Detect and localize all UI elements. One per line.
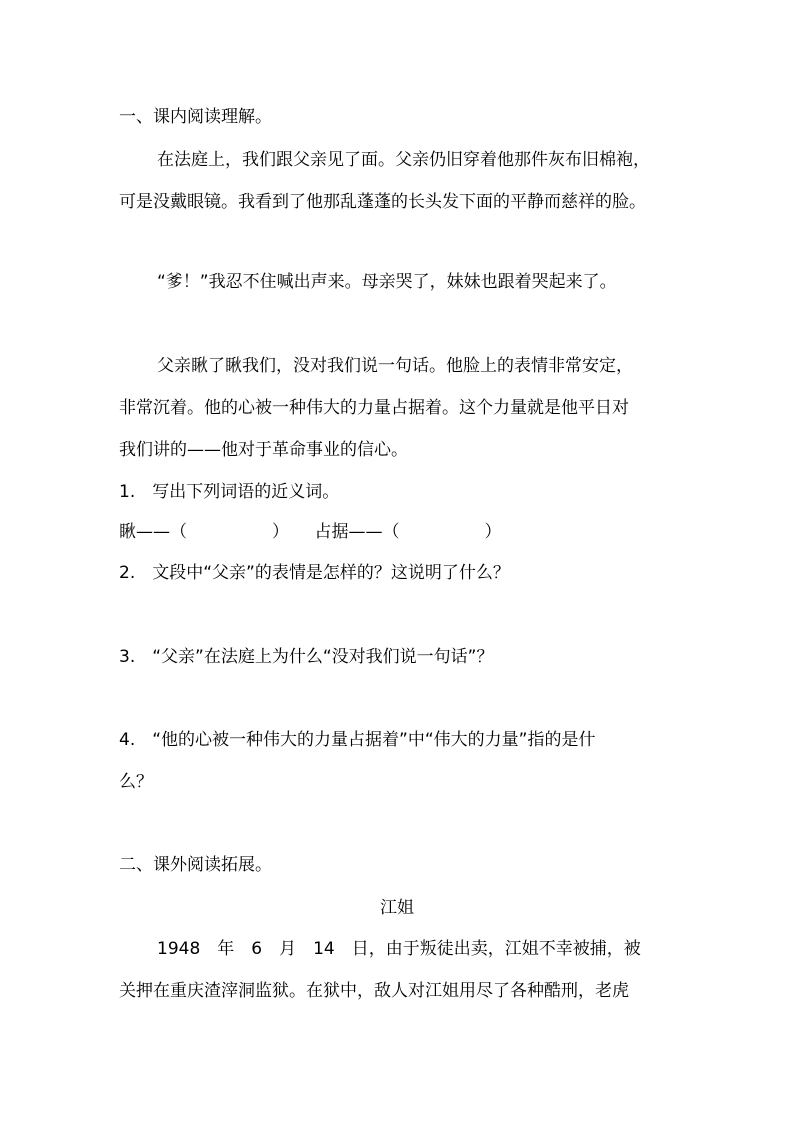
question-2: 2. 文段中“父亲”的表情是怎样的？这说明了什么？ [119,563,510,583]
question-1: 1. 写出下列词语的近义词。 [119,482,340,502]
section-2-heading: 二、课外阅读拓展。 [119,855,272,875]
passage-title: 江姐 [380,898,414,918]
passage-3-line-1: 父亲瞅了瞅我们，没对我们说一句话。他脸上的表情非常安定， [157,356,633,376]
question-3: 3. “父亲”在法庭上为什么“没对我们说一句话”？ [119,647,494,667]
passage-3-line-2: 非常沉着。他的心被一种伟大的力量占据着。这个力量就是他平日对 [119,398,629,418]
passage-2-line-1: “爹！”我忍不住喊出声来。母亲哭了，妹妹也跟着哭起来了。 [157,272,617,292]
passage-4-line-2: 关押在重庆渣滓洞监狱。在狱中，敌人对江姐用尽了各种酷刑，老虎 [119,981,629,1001]
passage-1-line-2: 可是没戴眼镜。我看到了他那乱蓬蓬的长头发下面的平静而慈祥的脸。 [119,192,646,212]
passage-3-line-3: 我们讲的——他对于革命事业的信心。 [119,440,408,460]
question-4-line-2: 么？ [119,772,153,792]
passage-1-line-1: 在法庭上，我们跟父亲见了面。父亲仍旧穿着他那件灰布旧棉袍， [157,150,650,170]
passage-4-line-1: 1948 年 6 月 14 日，由于叛徒出卖，江姐不幸被捕，被 [157,939,641,959]
question-1-blanks: 瞅——（ ） 占据——（ ） [119,522,502,542]
question-4-line-1: 4. “他的心被一种伟大的力量占据着”中“伟大的力量”指的是什 [119,730,596,750]
section-1-heading: 一、课内阅读理解。 [119,107,272,127]
